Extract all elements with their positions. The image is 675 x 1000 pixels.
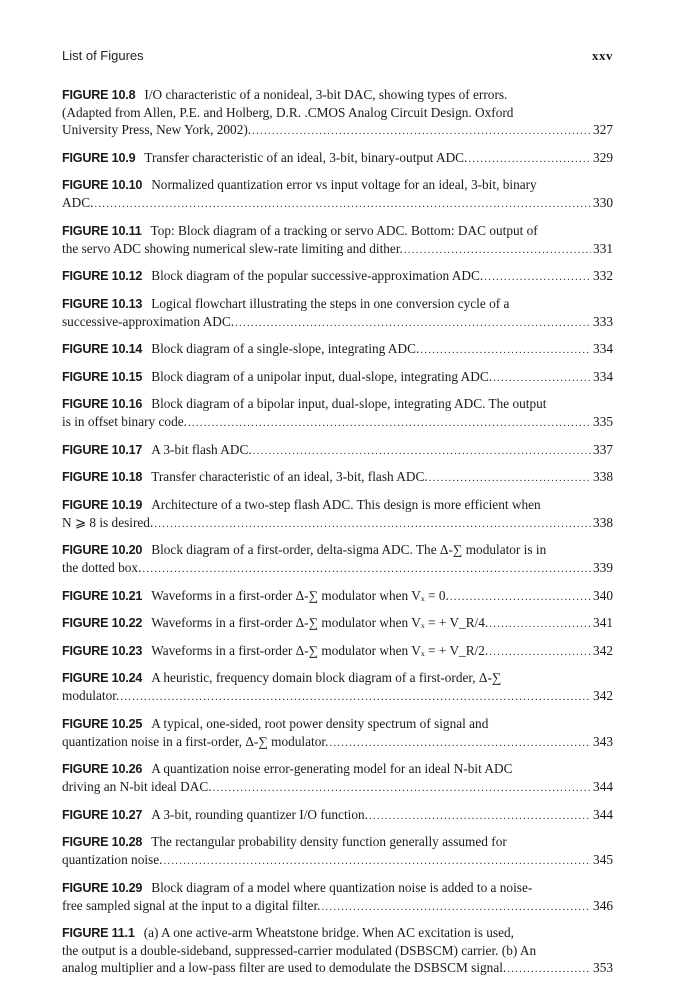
caption-text: Transfer characteristic of an ideal, 3-bit, flash ADC.: [151, 469, 428, 484]
page-reference: 338: [593, 514, 613, 530]
page-reference: 327: [593, 122, 613, 137]
entry-line: [62, 413, 613, 432]
figure-entry: [62, 295, 613, 332]
entry-line: [62, 313, 613, 332]
page-reference: 332: [593, 268, 613, 283]
figure-entry: [62, 587, 613, 606]
caption-text: A 3-bit, rounding quantizer I/O function.: [151, 806, 368, 822]
dot-leader: [142, 561, 591, 578]
page-reference: 342: [593, 642, 613, 658]
caption-text: Block diagram of a unipolar input, dual-slope, integrating ADC.: [151, 368, 493, 384]
entry-line: [62, 733, 613, 752]
page-reference: 335: [593, 414, 613, 429]
caption-text: Block diagram of the popular successive-approximation ADC.: [151, 268, 484, 283]
entry-line: [62, 897, 613, 916]
caption-text: the dotted box.: [62, 560, 142, 575]
entry-line: [62, 851, 613, 870]
dot-leader: [94, 196, 591, 213]
figure-label: FIGURE 10.11: [62, 223, 142, 238]
caption-text: Block diagram of a single-slope, integrating ADC.: [151, 341, 420, 356]
caption-text: (a) A one active-arm Wheatstone bridge. When AC excitation is used,: [143, 925, 514, 940]
caption-text: Block diagram of a bipolar input, dual-slope, integrating ADC. The output: [151, 396, 547, 411]
dot-leader: [369, 808, 591, 825]
page-reference: 341: [593, 615, 613, 630]
dot-leader: [252, 123, 591, 140]
caption-text: successive-approximation ADC.: [62, 313, 235, 329]
figure-label: FIGURE 10.19: [62, 497, 143, 512]
figure-label: FIGURE 10.15: [62, 369, 143, 384]
page-reference: 334: [593, 341, 613, 356]
figure-label: FIGURE 10.23: [62, 643, 143, 658]
figure-label: FIGURE 10.8: [62, 88, 136, 102]
page-reference: 330: [593, 195, 613, 210]
entry-line: [62, 806, 613, 825]
entry-line: [62, 496, 613, 514]
caption-text: Waveforms in a first-order Δ-∑ modulator when Vₓ = + V_R/2.: [151, 642, 489, 658]
page-reference: 329: [593, 149, 613, 165]
entry-line: [62, 669, 613, 687]
caption-text: Block diagram of a first-order, delta-sigma ADC. The Δ-∑ modulator is in: [151, 542, 547, 557]
figure-label: FIGURE 10.13: [62, 296, 143, 311]
entry-line: [62, 104, 613, 121]
figure-entry: [62, 715, 613, 752]
caption-text: the output is a double-sideband, suppressed-carrier modulated (DSBSCM) carrier. (b) An: [62, 943, 537, 958]
caption-text: the servo ADC showing numerical slew-rate limiting and dither.: [62, 240, 403, 256]
entry-line: [62, 149, 613, 168]
caption-text: Waveforms in a first-order Δ-∑ modulator when Vₓ = 0.: [151, 587, 449, 603]
figure-label: FIGURE 10.20: [62, 543, 143, 557]
entry-line: [62, 295, 613, 313]
dot-leader: [163, 853, 591, 870]
dot-leader: [253, 443, 591, 460]
page-reference: 343: [593, 733, 613, 749]
figure-label: FIGURE 10.24: [62, 671, 143, 685]
entry-line: [62, 267, 613, 286]
dot-leader: [154, 516, 591, 533]
entry-line: [62, 441, 613, 460]
figure-label: FIGURE 10.21: [62, 588, 143, 603]
page-reference: 334: [593, 368, 613, 384]
figure-entry: [62, 541, 613, 578]
caption-text: Top: Block diagram of a tracking or servo ADC. Bottom: DAC output of: [150, 222, 538, 238]
dot-leader: [235, 315, 591, 332]
caption-text: A heuristic, frequency domain block diagram of a first-order, Δ-∑: [151, 670, 502, 685]
dot-leader: [404, 242, 591, 259]
figure-label: FIGURE 10.9: [62, 150, 136, 165]
figure-label: FIGURE 10.22: [62, 616, 143, 630]
dot-leader: [321, 899, 591, 916]
list-of-figures: [62, 86, 613, 987]
figure-label: FIGURE 10.18: [62, 470, 143, 484]
entry-line: [62, 340, 613, 359]
caption-text: is in offset binary code.: [62, 414, 187, 429]
caption-text: A 3-bit flash ADC.: [151, 441, 252, 457]
figure-label: FIGURE 10.14: [62, 342, 143, 356]
entry-line: [62, 395, 613, 413]
figure-entry: [62, 760, 613, 797]
figure-label: FIGURE 10.17: [62, 442, 143, 457]
entry-line: [62, 942, 613, 959]
entry-line: [62, 176, 613, 194]
caption-text: Block diagram of a model where quantization noise is added to a noise-: [151, 879, 533, 895]
dot-leader: [484, 269, 591, 286]
figure-entry: [62, 441, 613, 460]
entry-line: [62, 240, 613, 259]
figure-entry: [62, 924, 613, 978]
dot-leader: [420, 342, 591, 359]
dot-leader: [329, 735, 591, 752]
figure-entry: [62, 496, 613, 533]
page-reference: 337: [593, 441, 613, 457]
caption-text: The rectangular probability density function generally assumed for: [151, 834, 507, 849]
figure-label: FIGURE 10.16: [62, 397, 143, 411]
dot-leader: [468, 151, 591, 168]
figure-label: FIGURE 10.27: [62, 807, 143, 822]
figure-entry: [62, 614, 613, 633]
page-reference: 346: [593, 897, 613, 913]
figure-entry: [62, 149, 613, 168]
caption-text: Transfer characteristic of an ideal, 3-bit, binary-output ADC.: [144, 149, 468, 165]
page-reference: 331: [593, 240, 613, 256]
entry-line: [62, 687, 613, 706]
page-reference: 342: [593, 688, 613, 703]
figure-label: FIGURE 11.1: [62, 926, 135, 940]
entry-line: [62, 86, 613, 104]
figure-entry: [62, 669, 613, 706]
dot-leader: [507, 961, 591, 978]
caption-text: quantization noise.: [62, 852, 163, 867]
caption-text: I/O characteristic of a nonideal, 3-bit DAC, showing types of errors.: [144, 87, 508, 102]
entry-line: [62, 514, 613, 533]
dot-leader: [489, 644, 591, 661]
caption-text: Waveforms in a first-order Δ-∑ modulator when Vₓ = + V_R/4.: [151, 615, 489, 630]
page-reference: 333: [593, 313, 613, 329]
dot-leader: [429, 470, 591, 487]
figure-entry: [62, 879, 613, 916]
caption-text: driving an N-bit ideal DAC.: [62, 779, 212, 794]
dot-leader: [188, 415, 591, 432]
entry-line: [62, 194, 613, 213]
figure-entry: [62, 267, 613, 286]
page-reference: 353: [593, 960, 613, 975]
page-reference: 338: [593, 469, 613, 484]
caption-text: N ⩾ 8 is desired.: [62, 514, 154, 530]
entry-line: [62, 642, 613, 661]
figure-label: FIGURE 10.29: [62, 880, 143, 895]
figure-label: FIGURE 10.10: [62, 178, 143, 192]
caption-text: A typical, one-sided, root power density spectrum of signal and: [151, 715, 489, 731]
dot-leader: [120, 689, 591, 706]
entry-line: [62, 715, 613, 733]
dot-leader: [213, 780, 591, 797]
page-reference: 345: [593, 852, 613, 867]
caption-text: modulator.: [62, 688, 120, 703]
running-head-title: List of Figures: [62, 48, 144, 63]
page-reference: 339: [593, 560, 613, 575]
entry-line: [62, 879, 613, 897]
running-head: [62, 48, 613, 68]
caption-text: A quantization noise error-generating model for an ideal N-bit ADC: [151, 761, 513, 776]
entry-line: [62, 778, 613, 797]
entry-line: [62, 924, 613, 942]
figure-entry: [62, 222, 613, 259]
caption-text: Architecture of a two-step flash ADC. This design is more efficient when: [151, 496, 541, 512]
dot-leader: [489, 616, 591, 633]
entry-line: [62, 833, 613, 851]
entry-line: [62, 121, 613, 140]
figure-entry: [62, 468, 613, 487]
figure-entry: [62, 86, 613, 140]
figure-entry: [62, 642, 613, 661]
entry-line: [62, 222, 613, 240]
caption-text: Logical flowchart illustrating the steps in one conversion cycle of a: [151, 295, 510, 311]
page-reference: 344: [593, 806, 613, 822]
figure-entry: [62, 806, 613, 825]
entry-line: [62, 559, 613, 578]
entry-line: [62, 587, 613, 606]
figure-label: FIGURE 10.28: [62, 835, 143, 849]
caption-text: Normalized quantization error vs input voltage for an ideal, 3-bit, binary: [151, 177, 537, 192]
page-reference: 344: [593, 779, 613, 794]
dot-leader: [450, 589, 591, 606]
caption-text: University Press, New York, 2002).: [62, 122, 252, 137]
entry-line: [62, 614, 613, 633]
caption-text: quantization noise in a first-order, Δ-∑ modulator.: [62, 733, 329, 749]
figure-entry: [62, 395, 613, 432]
figure-label: FIGURE 10.26: [62, 762, 143, 776]
caption-text: free sampled signal at the input to a digital filter.: [62, 897, 321, 913]
figure-entry: [62, 833, 613, 870]
figure-entry: [62, 368, 613, 387]
entry-line: [62, 468, 613, 487]
entry-line: [62, 959, 613, 978]
caption-text: ADC.: [62, 195, 94, 210]
figure-label: FIGURE 10.12: [62, 269, 143, 283]
caption-text: (Adapted from Allen, P.E. and Holberg, D.R. .CMOS Analog Circuit Design. Oxford: [62, 105, 514, 120]
entry-line: [62, 368, 613, 387]
figure-entry: [62, 176, 613, 213]
figure-entry: [62, 340, 613, 359]
dot-leader: [493, 370, 591, 387]
entry-line: [62, 541, 613, 559]
figure-label: FIGURE 10.25: [62, 716, 143, 731]
page-reference: 340: [593, 587, 613, 603]
entry-line: [62, 760, 613, 778]
running-head-page-number: xxv: [592, 48, 613, 63]
caption-text: analog multiplier and a low-pass filter are used to demodulate the DSBSCM signal.: [62, 960, 507, 975]
